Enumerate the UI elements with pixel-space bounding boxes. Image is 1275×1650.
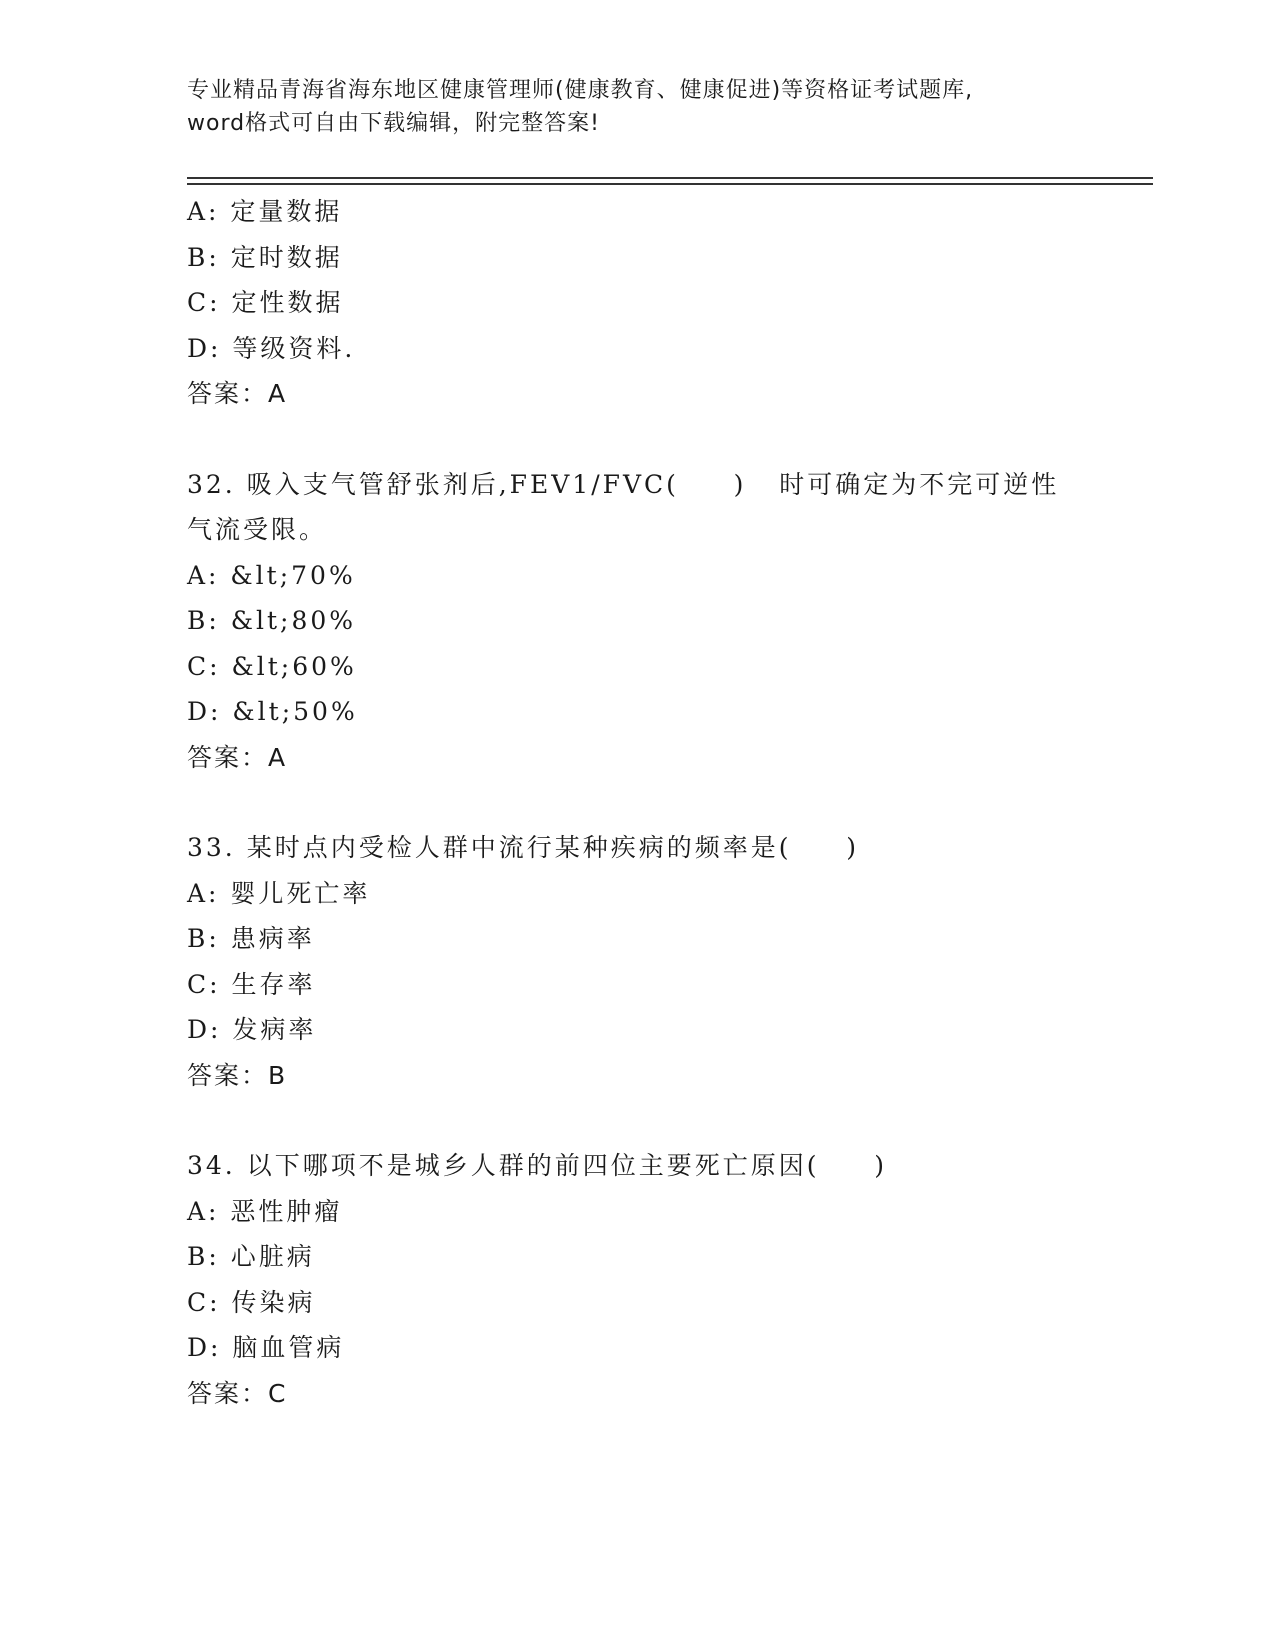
option-a: A: 定量数据 — [187, 197, 343, 226]
option-c: C: 生存率 — [187, 969, 316, 999]
option-b: B: 患病率 — [187, 924, 315, 953]
question-stem-line-2: 气流受限。 — [187, 515, 328, 544]
answer-line: 答案：A — [187, 742, 288, 772]
option-b: B: 定时数据 — [187, 242, 343, 272]
option-a: A: &lt;70% — [187, 560, 356, 590]
spacer — [187, 417, 1087, 462]
page-header — [187, 74, 1087, 140]
option-d: D: 等级资料. — [187, 333, 356, 363]
header-rule-bottom — [187, 183, 1153, 185]
question-34 — [187, 1143, 1087, 1416]
option-d: D: &lt;50% — [187, 697, 358, 726]
spacer — [187, 1098, 1087, 1143]
question-stem: 34. 以下哪项不是城乡人群的前四位主要死亡原因( ) — [187, 1151, 887, 1180]
option-b: B: 心脏病 — [187, 1242, 315, 1271]
question-31 — [187, 189, 1087, 417]
answer-line: 答案：A — [187, 379, 288, 408]
question-stem-line-1: 32. 吸入支气管舒张剂后,FEV1/FVC( ) 时可确定为不完可逆性 — [187, 469, 1060, 499]
question-32 — [187, 462, 1087, 781]
option-d: D: 发病率 — [187, 1015, 317, 1044]
option-b: B: &lt;80% — [187, 606, 357, 635]
question-list — [187, 189, 1087, 1416]
option-c: C: 传染病 — [187, 1287, 316, 1317]
option-d: D: 脑血管病 — [187, 1333, 345, 1362]
question-stem: 33. 某时点内受检人群中流行某种疾病的频率是( ) — [187, 833, 859, 862]
option-a: A: 婴儿死亡率 — [187, 878, 371, 908]
option-c: C: &lt;60% — [187, 651, 357, 681]
header-line-1: 专业精品青海省海东地区健康管理师(健康教育、健康促进)等资格证考试题库, — [187, 78, 974, 103]
spacer — [187, 780, 1087, 825]
header-line-2: word格式可自由下载编辑，附完整答案! — [187, 111, 600, 136]
option-c: C: 定性数据 — [187, 288, 344, 317]
option-a: A: 恶性肿瘤 — [187, 1196, 343, 1226]
question-33 — [187, 825, 1087, 1098]
answer-line: 答案：B — [187, 1060, 288, 1090]
header-rule-top — [187, 177, 1153, 179]
answer-line: 答案：C — [187, 1378, 288, 1408]
